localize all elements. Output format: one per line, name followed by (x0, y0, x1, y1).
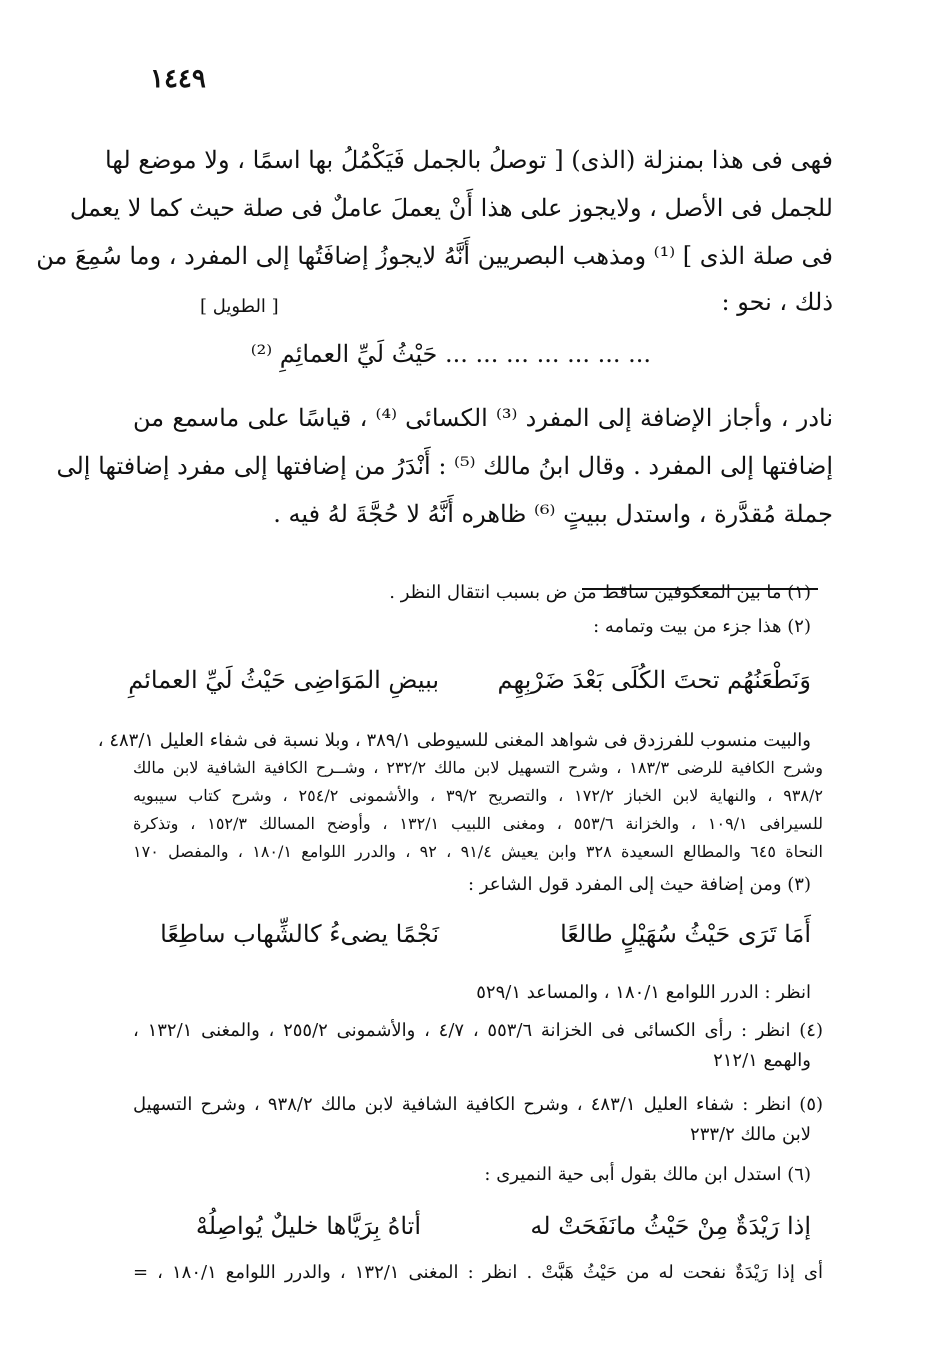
footnote-3-intro: (٣) ومن إضافة حيث إلى المفرد قول الشاعر : (468, 874, 811, 895)
footnote-2-ref-4: للسيرافى ١٠٩/١ ، والخزانة ٥٥٣/٦ ، ومغنى اللبيب ١٣٢/١ ، وأوضح المسالك ١٥٢/٣ ، وتذكرة (133, 814, 823, 833)
footnote-6-intro: (٦) استدل ابن مالك بقول أبى حية النميرى : (484, 1164, 811, 1185)
meter-label: [ الطويل ] (200, 296, 279, 317)
page-number: ١٤٤٩ (150, 64, 206, 94)
footnote-3-verse-left: نَجْمًا يضىءُ كالشِّهاب ساطِعًا (160, 920, 439, 948)
body-line-5: نادر ، وأجاز الإضافة إلى المفرد ⁽³⁾ الكسائى ⁽⁴⁾ ، قياسًا على ماسمع من (133, 404, 833, 432)
footnote-5-line-2: لابن مالك ٢٣٣/٢ (690, 1124, 811, 1145)
body-line-7: جملة مُقدَّرة ، واستدل ببيتٍ ⁽⁶⁾ ظاهره أَنَّهُ لا حُجَّةَ لهُ فيه . (273, 500, 833, 528)
footnote-4-line-1: (٤) انظر : رأى الكسائى فى الخزانة ٥٥٣/٦ ، ٤/٧ ، والأشمونى ٢٥٥/٢ ، والمغنى ١٣٢/١ ، (133, 1020, 823, 1041)
footnote-6-verse-left: أتاهُ بِرَيَّاها خليلٌ يُواصِلُهْ (195, 1212, 421, 1240)
footnote-2-intro: (٢) هذا جزء من بيت وتمامه : (593, 616, 811, 637)
footnote-5-line-1: (٥) انظر : شفاء العليل ٤٨٣/١ ، وشرح الكافية الشافية لابن مالك ٩٣٨/٢ ، وشرح التسهيل (133, 1094, 824, 1115)
footnote-6-ref: أى إذا رَيْدَةٌ نفحت له من حَيْثُ هَبَّتْ . انظر : المغنى ١٣٢/١ ، والدرر اللوامع ١٨٠/١ ، = (133, 1262, 823, 1283)
footnote-3-verse-right: أَمَا تَرَى حَيْثُ سُهَيْلٍ طالعًا (560, 920, 811, 948)
footnote-6-verse-right: إذا رَيْدَةٌ مِنْ حَيْثُ مانَفَحَتْ له (530, 1212, 811, 1240)
footnote-2-verse-right: وَنَطْعَنُهُم تحتَ الكُلَى بَعْدَ ضَرْبِهِم (497, 666, 811, 694)
body-line-1: فهى فى هذا بمنزلة (الذى) [ توصلُ بالجمل فَيَكْمُلُ بها اسمًا ، ولا موضع لها (104, 146, 833, 174)
footnote-2-ref-2: وشرح الكافية للرضى ١٨٣/٣ ، وشرح التسهيل لابن مالك ٢٣٢/٢ ، وشــرح الكافية الشافية لابن مالك (133, 758, 824, 777)
footnote-2-ref-1: والبيت منسوب للفرزدق فى شواهد المغنى للسيوطى ٣٨٩/١ ، وبلا نسبة فى شفاء العليل ٤٨٣/١ ، (97, 730, 811, 751)
body-line-2: للجمل فى الأصل ، ولايجوز على هذا أَنْ يعملَ عاملٌ فى صلة حيث كما لا يعمل (69, 194, 833, 222)
footnote-1: (١) ما بين المعكوفين ساقط من ض بسبب انتقال النظر . (389, 582, 811, 603)
body-line-3: فى صلة الذى ] ⁽¹⁾ ومذهب البصريين أَنَّهُ لايجوزُ إضافَتُها إلى المفرد ، وما سُمِعَ من (36, 242, 833, 270)
body-line-6: إضافتها إلى المفرد . وقال ابنُ مالك ⁽⁵⁾ : أَنْدَرُ من إضافتها إلى مفرد إضافتها إلى (56, 452, 833, 480)
footnote-4-line-2: والهمع ٢١٢/١ (713, 1050, 811, 1071)
footnote-2-ref-5: النحاة ٦٤٥ والمطالع السعيدة ٣٢٨ وابن يعيش ٩١/٤ ، ٩٢ ، والدرر اللوامع ١٨٠/١ ، والمفصل ١٧٠ (133, 842, 823, 861)
body-line-4: ذلك ، نحو : (721, 288, 833, 316)
footnote-2-verse-left: ببيضِ المَوَاضِى حَيْثُ لَيِّ العمائمِ (128, 666, 439, 694)
footnote-3-ref: انظر : الدرر اللوامع ١٨٠/١ ، والمساعد ٥٢٩/١ (476, 982, 811, 1003)
verse-fragment: ... ... ... ... ... ... ... حَيْثُ لَيِّ العمائِمِ ⁽²⁾ (250, 340, 651, 368)
footnote-2-ref-3: ٩٣٨/٢ ، والنهاية لابن الخباز ١٧٢/٢ ، والتصريح ٣٩/٢ ، والأشمونى ٢٥٤/٢ ، وشرح كتاب سيبويه (133, 786, 823, 805)
